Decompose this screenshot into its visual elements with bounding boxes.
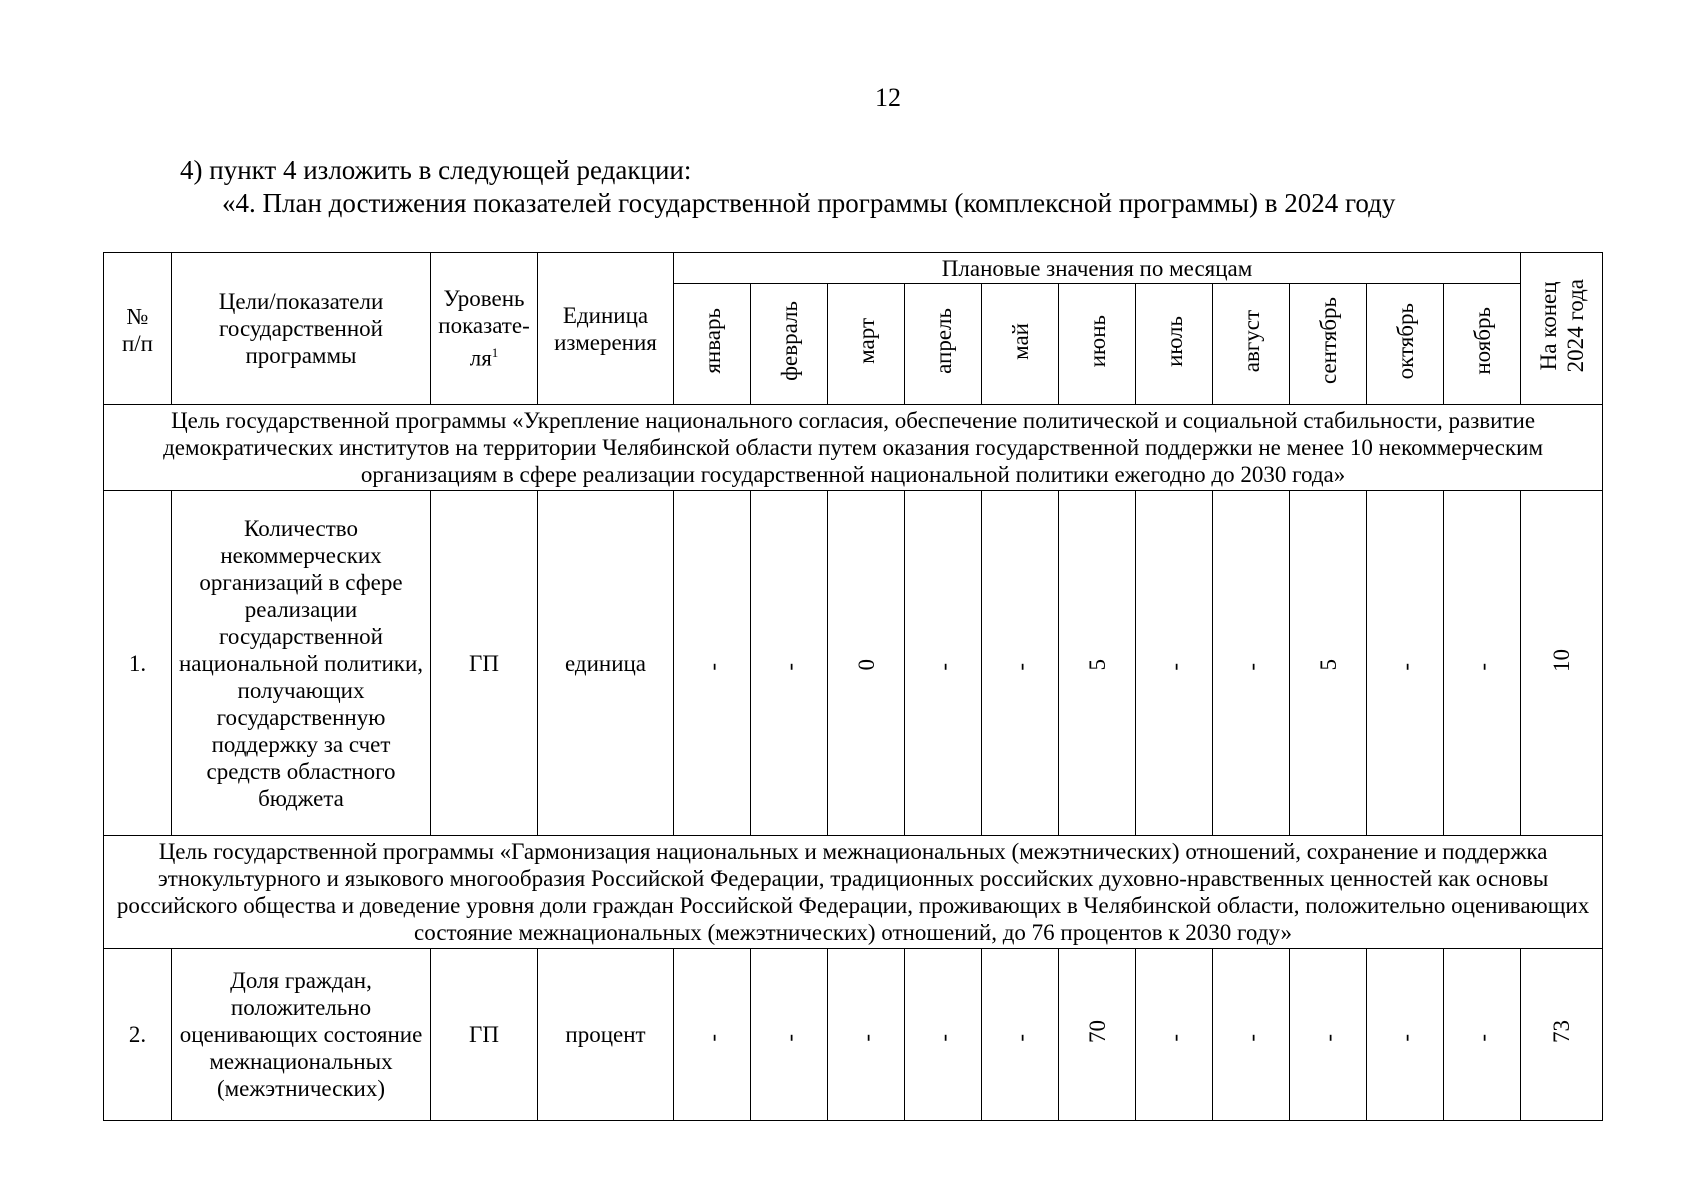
- page-number: 12: [875, 83, 901, 112]
- value-january: [674, 949, 751, 1121]
- month-november: [1444, 284, 1521, 405]
- month-july: [1136, 284, 1213, 405]
- month-may: [982, 284, 1059, 405]
- indicator-name: Количество некоммерческих организаций в сфере реализации государственной национальной политики, получающих государственную поддержку за счет средств областного бюджета: [172, 491, 431, 836]
- month-label: март: [853, 318, 879, 364]
- value-march: [828, 491, 905, 836]
- value-text: -: [1469, 1034, 1495, 1042]
- value-text: -: [776, 662, 802, 671]
- month-label: июль: [1161, 315, 1187, 367]
- value-february: [751, 491, 828, 836]
- value-october: [1367, 949, 1444, 1121]
- month-label: ноябрь: [1469, 307, 1495, 375]
- value-text: -: [699, 662, 725, 671]
- value-june: [1059, 491, 1136, 836]
- indicator-unit: процент: [538, 949, 674, 1121]
- goal-row: [104, 836, 1603, 949]
- header-unit: Единица измерения: [538, 253, 674, 405]
- header-end: [1521, 253, 1603, 405]
- value-november: [1444, 949, 1521, 1121]
- value-january: [674, 491, 751, 836]
- intro-line: 4) пункт 4 изложить в следующей редакции:: [180, 155, 692, 185]
- value-november: [1444, 491, 1521, 836]
- header-monthly: Плановые значения по месяцам: [674, 253, 1521, 284]
- indicator-name: Доля граждан, положительно оценивающих состояние межнациональных (межэтнических): [172, 949, 431, 1121]
- value-text: -: [1392, 662, 1418, 671]
- value-text: -: [1238, 1034, 1264, 1042]
- goal-1-text: Цель государственной программы «Укрепление национального согласия, обеспечение политической и социальной стабильности, развитие демократических институтов на территории Челябинской области путем оказания государственной поддержки не менее 10 некоммерческим организациям в сфере реализации государственной национальной политики ежегодно до 2030 года»: [104, 405, 1603, 491]
- value-text: -: [1007, 662, 1033, 671]
- value-text: 0: [853, 659, 879, 671]
- value-text: -: [1315, 1034, 1341, 1042]
- month-january: [674, 284, 751, 405]
- footnote-mark: 1: [491, 345, 499, 361]
- month-label: сентябрь: [1315, 297, 1341, 385]
- month-label: май: [1007, 322, 1033, 360]
- month-label: октябрь: [1392, 302, 1418, 380]
- section-title: «4. План достижения показателей государственной программы (комплексной программы) в 2024 году: [222, 188, 1396, 218]
- header-end-line1: На конец: [1535, 281, 1561, 370]
- value-text: 70: [1084, 1020, 1110, 1043]
- value-text: -: [853, 1034, 879, 1042]
- value-text: 5: [1315, 659, 1341, 671]
- value-text: 73: [1549, 1020, 1575, 1043]
- month-september: [1290, 284, 1367, 405]
- value-text: -: [1161, 1034, 1187, 1042]
- month-label: август: [1238, 309, 1264, 373]
- value-october: [1367, 491, 1444, 836]
- month-october: [1367, 284, 1444, 405]
- value-text: -: [1469, 662, 1495, 671]
- indicator-unit: единица: [538, 491, 674, 836]
- value-text: -: [930, 1034, 956, 1042]
- value-april: [905, 949, 982, 1121]
- value-september: [1290, 949, 1367, 1121]
- value-july: [1136, 949, 1213, 1121]
- row-number: 2.: [104, 949, 172, 1121]
- header-level-text: Уровень показате-ля: [438, 286, 530, 371]
- value-end-of-year: [1521, 949, 1603, 1121]
- goal-2-text: Цель государственной программы «Гармонизация национальных и межнациональных (межэтнических) отношений, сохранение и поддержка этнокультурного и языкового многообразия Российской Федерации, традиционных российских духовно-нравственных ценностей как основы российского общества и доведение уровня доли граждан Российской Федерации, проживающих в Челябинской области, положительно оценивающих состояние межнациональных (межэтнических) отношений, до 76 процентов к 2030 году»: [104, 836, 1603, 949]
- value-august: [1213, 949, 1290, 1121]
- value-text: -: [1007, 1034, 1033, 1042]
- goal-row: [104, 405, 1603, 491]
- month-march: [828, 284, 905, 405]
- month-label: июнь: [1084, 314, 1110, 368]
- indicator-level: ГП: [431, 949, 538, 1121]
- value-april: [905, 491, 982, 836]
- table-row: [104, 949, 1603, 1121]
- month-february: [751, 284, 828, 405]
- value-text: -: [1392, 1034, 1418, 1042]
- value-text: -: [776, 1034, 802, 1042]
- value-march: [828, 949, 905, 1121]
- value-text: 10: [1549, 648, 1575, 672]
- value-end-of-year: [1521, 491, 1603, 836]
- value-text: 5: [1084, 659, 1110, 671]
- value-text: -: [930, 662, 956, 671]
- row-number: 1.: [104, 491, 172, 836]
- header-level: [431, 253, 538, 405]
- month-label: апрель: [930, 308, 956, 374]
- month-august: [1213, 284, 1290, 405]
- header-goals: Цели/показатели государственной программы: [172, 253, 431, 405]
- value-text: -: [1161, 662, 1187, 671]
- header-number-pp: п/п: [121, 330, 153, 356]
- month-label: февраль: [776, 301, 802, 381]
- value-july: [1136, 491, 1213, 836]
- value-text: -: [1238, 662, 1264, 671]
- header-end-line2: 2024 года: [1562, 278, 1588, 373]
- value-september: [1290, 491, 1367, 836]
- header-number-sign: №: [126, 303, 149, 329]
- table-row: [104, 491, 1603, 836]
- value-august: [1213, 491, 1290, 836]
- value-text: -: [699, 1034, 725, 1042]
- header-row-1: [104, 253, 1603, 284]
- month-april: [905, 284, 982, 405]
- value-june: [1059, 949, 1136, 1121]
- header-number: [104, 253, 172, 405]
- value-may: [982, 949, 1059, 1121]
- value-february: [751, 949, 828, 1121]
- indicator-level: ГП: [431, 491, 538, 836]
- plan-table: [103, 252, 1603, 1121]
- value-may: [982, 491, 1059, 836]
- month-label: январь: [699, 308, 725, 374]
- month-june: [1059, 284, 1136, 405]
